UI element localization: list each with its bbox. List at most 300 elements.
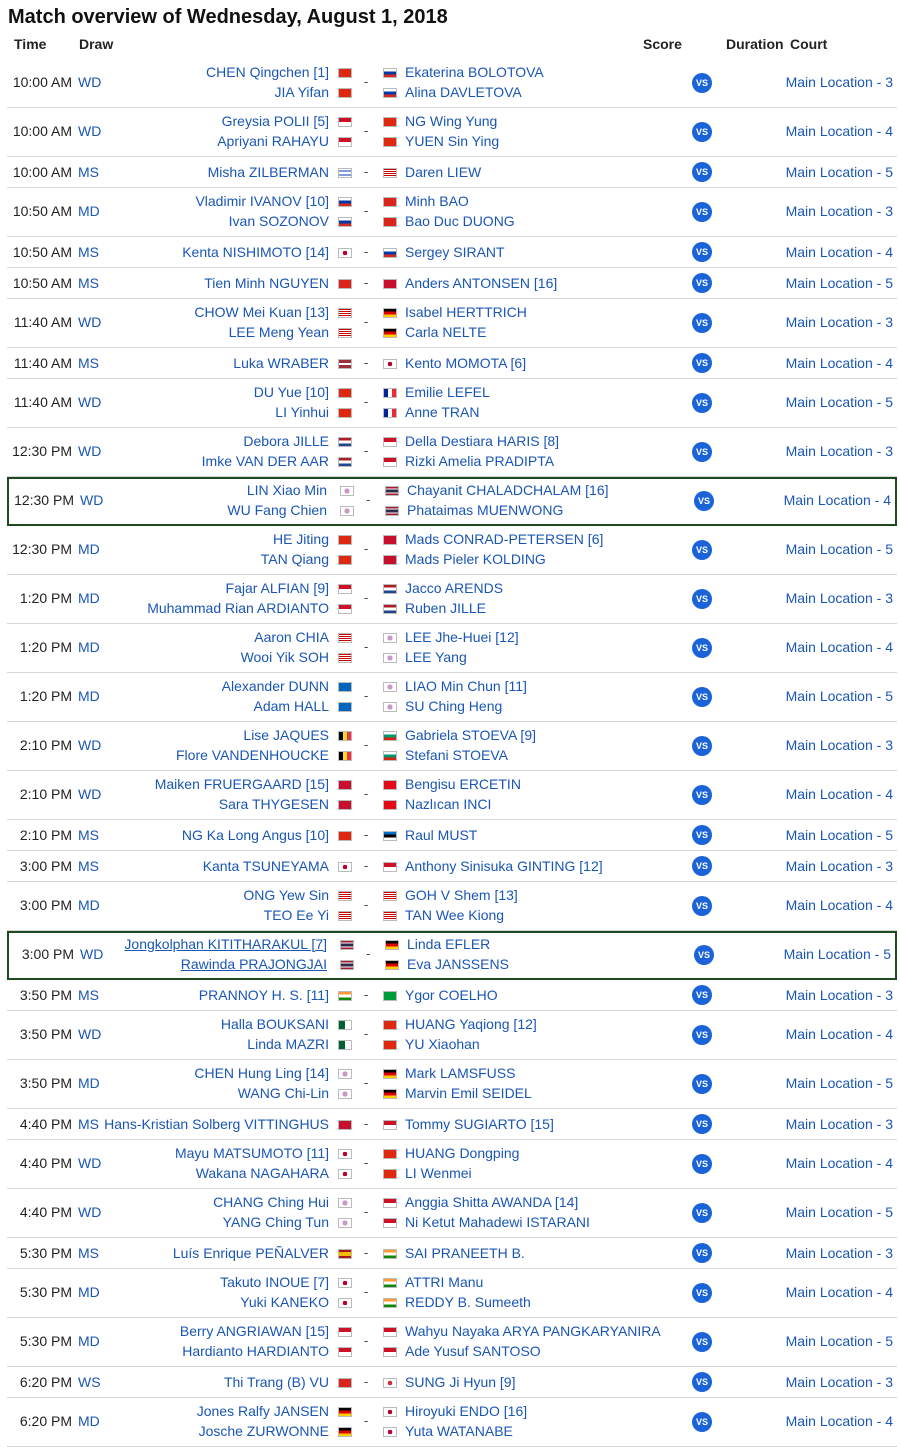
- country-flag-icon: [383, 1120, 397, 1130]
- country-flag-icon: [338, 1407, 352, 1417]
- player-link[interactable]: Anthony Sinisuka GINTING [12]: [405, 858, 603, 874]
- player-link[interactable]: Berry ANGRIAWAN [15]: [179, 1323, 329, 1339]
- match-row[interactable]: [7, 157, 897, 188]
- country-flag-icon: [338, 1069, 352, 1079]
- country-flag-icon: [340, 506, 354, 516]
- match-row[interactable]: [7, 1367, 897, 1398]
- player-link[interactable]: Hans-Kristian Solberg VITTINGHUS: [104, 1116, 329, 1132]
- court-link[interactable]: Main Location - 3: [785, 74, 893, 90]
- match-row[interactable]: [7, 1238, 897, 1269]
- vs-icon[interactable]: VS: [692, 242, 712, 262]
- country-flag-icon: [385, 506, 399, 516]
- player-link[interactable]: Halla BOUKSANI: [220, 1016, 329, 1032]
- country-flag-icon: [383, 1040, 397, 1050]
- draw-link[interactable]: MD: [78, 1284, 100, 1300]
- player-link[interactable]: Ni Ketut Mahadewi ISTARANI: [405, 1214, 590, 1230]
- match-row[interactable]: [7, 722, 897, 771]
- draw-link[interactable]: MS: [78, 827, 99, 843]
- country-flag-icon: [383, 328, 397, 338]
- draw-link[interactable]: MS: [78, 244, 99, 260]
- court-link[interactable]: Main Location - 4: [783, 492, 891, 508]
- versus-dash: -: [364, 203, 369, 218]
- player-link[interactable]: Wooi Yik SOH: [240, 649, 329, 665]
- court-link[interactable]: Main Location - 5: [785, 827, 893, 843]
- vs-icon[interactable]: VS: [692, 985, 712, 1005]
- court-link[interactable]: Main Location - 3: [785, 1245, 893, 1261]
- player-link[interactable]: Nazlıcan INCI: [405, 796, 492, 812]
- match-row[interactable]: [7, 237, 897, 268]
- vs-icon[interactable]: VS: [692, 1203, 712, 1223]
- country-flag-icon: [338, 1327, 352, 1337]
- match-time: 5:30 PM: [19, 1333, 72, 1349]
- vs-icon[interactable]: VS: [692, 856, 712, 876]
- vs-icon[interactable]: VS: [692, 1074, 712, 1094]
- match-row[interactable]: [7, 348, 897, 379]
- vs-icon[interactable]: VS: [692, 162, 712, 182]
- draw-link[interactable]: MD: [78, 1075, 100, 1091]
- player-link[interactable]: Raul MUST: [405, 827, 478, 843]
- court-link[interactable]: Main Location - 4: [785, 1155, 893, 1171]
- player-link[interactable]: SAI PRANEETH B.: [405, 1245, 525, 1261]
- country-flag-icon: [338, 1298, 352, 1308]
- country-flag-icon: [340, 940, 354, 950]
- versus-dash: -: [364, 394, 369, 409]
- country-flag-icon: [383, 653, 397, 663]
- country-flag-icon: [383, 248, 397, 258]
- player-link[interactable]: YUEN Sin Ying: [405, 133, 500, 149]
- draw-link[interactable]: MD: [78, 1333, 100, 1349]
- draw-link[interactable]: MS: [78, 858, 99, 874]
- match-row[interactable]: [7, 624, 897, 673]
- match-row[interactable]: [7, 882, 897, 931]
- vs-icon[interactable]: VS: [692, 1412, 712, 1432]
- match-row[interactable]: [7, 673, 897, 722]
- vs-icon[interactable]: VS: [692, 73, 712, 93]
- match-row[interactable]: [7, 268, 897, 299]
- match-time: 5:30 PM: [19, 1245, 72, 1261]
- country-flag-icon: [338, 780, 352, 790]
- country-flag-icon: [338, 1249, 352, 1259]
- country-flag-icon: [383, 831, 397, 841]
- vs-icon[interactable]: VS: [692, 638, 712, 658]
- country-flag-icon: [338, 1347, 352, 1357]
- draw-link[interactable]: WD: [80, 946, 104, 962]
- vs-icon[interactable]: VS: [692, 202, 712, 222]
- player-link[interactable]: Ygor COELHO: [405, 987, 498, 1003]
- player-link[interactable]: Maiken FRUERGAARD [15]: [154, 776, 329, 792]
- court-link[interactable]: Main Location - 3: [785, 590, 893, 606]
- match-row[interactable]: [7, 1140, 897, 1189]
- court-link[interactable]: Main Location - 5: [785, 1204, 893, 1220]
- draw-link[interactable]: WD: [78, 1026, 102, 1042]
- versus-dash: -: [364, 1116, 369, 1131]
- player-link[interactable]: DU Yue [10]: [253, 384, 329, 400]
- vs-icon[interactable]: VS: [692, 1114, 712, 1134]
- player-link[interactable]: HUANG Yaqiong [12]: [405, 1016, 537, 1032]
- court-link[interactable]: Main Location - 5: [785, 164, 893, 180]
- player-link[interactable]: YANG Ching Tun: [222, 1214, 329, 1230]
- player-link[interactable]: Marvin Emil SEIDEL: [405, 1085, 532, 1101]
- match-row[interactable]: [7, 299, 897, 348]
- vs-icon[interactable]: VS: [692, 736, 712, 756]
- match-list: [7, 59, 897, 1447]
- versus-dash: -: [364, 1204, 369, 1219]
- player-link[interactable]: TAN Wee Kiong: [405, 907, 505, 923]
- country-flag-icon: [383, 457, 397, 467]
- draw-link[interactable]: MD: [78, 1413, 100, 1429]
- versus-dash: -: [364, 443, 369, 458]
- player-link[interactable]: NG Ka Long Angus [10]: [181, 827, 329, 843]
- player-link[interactable]: CHOW Mei Kuan [13]: [194, 304, 329, 320]
- player-link[interactable]: Imke VAN DER AAR: [201, 453, 329, 469]
- country-flag-icon: [340, 960, 354, 970]
- player-link[interactable]: Jacco ARENDS: [405, 580, 504, 596]
- vs-icon[interactable]: VS: [692, 393, 712, 413]
- player-link[interactable]: Lise JAQUES: [243, 727, 329, 743]
- court-link[interactable]: Main Location - 5: [785, 688, 893, 704]
- match-row[interactable]: [7, 1189, 897, 1238]
- header-duration: Duration: [726, 36, 784, 52]
- match-row[interactable]: [7, 1398, 897, 1447]
- player-link[interactable]: Linda MAZRI: [247, 1036, 329, 1052]
- player-link[interactable]: Yuta WATANABE: [405, 1423, 513, 1439]
- player-link[interactable]: Greysia POLII [5]: [221, 113, 329, 129]
- draw-link[interactable]: MD: [78, 639, 100, 655]
- player-link[interactable]: Rizki Amelia PRADIPTA: [405, 453, 555, 469]
- player-link[interactable]: Ruben JILLE: [405, 600, 486, 616]
- country-flag-icon: [383, 217, 397, 227]
- player-link[interactable]: Jongkolphan KITITHARAKUL [7]: [124, 936, 327, 952]
- court-link[interactable]: Main Location - 5: [783, 946, 891, 962]
- player-link[interactable]: LIN Xiao Min: [246, 482, 327, 498]
- court-link[interactable]: Main Location - 4: [785, 1284, 893, 1300]
- player-link[interactable]: Wakana NAGAHARA: [195, 1165, 329, 1181]
- court-link[interactable]: Main Location - 3: [785, 203, 893, 219]
- country-flag-icon: [338, 248, 352, 258]
- player-link[interactable]: Chayanit CHALADCHALAM [16]: [407, 482, 609, 498]
- vs-icon[interactable]: VS: [692, 1025, 712, 1045]
- versus-dash: -: [364, 1284, 369, 1299]
- draw-link[interactable]: WD: [78, 314, 102, 330]
- player-link[interactable]: Linda EFLER: [407, 936, 491, 952]
- vs-icon[interactable]: VS: [692, 1372, 712, 1392]
- player-link[interactable]: Stefani STOEVA: [405, 747, 508, 763]
- player-link[interactable]: Anggia Shitta AWANDA [14]: [405, 1194, 579, 1210]
- player-link[interactable]: Luka WRABER: [233, 355, 329, 371]
- player-link[interactable]: Anders ANTONSEN [16]: [405, 275, 558, 291]
- player-link[interactable]: Minh BAO: [405, 193, 469, 209]
- player-link[interactable]: Yuki KANEKO: [240, 1294, 329, 1310]
- player-link[interactable]: Eva JANSSENS: [407, 956, 509, 972]
- versus-dash: -: [364, 639, 369, 654]
- draw-link[interactable]: MS: [78, 1116, 99, 1132]
- player-link[interactable]: Tommy SUGIARTO [15]: [405, 1116, 554, 1132]
- court-link[interactable]: Main Location - 3: [785, 737, 893, 753]
- court-link[interactable]: Main Location - 3: [785, 1374, 893, 1390]
- player-link[interactable]: Wahyu Nayaka ARYA PANGKARYANIRA: [405, 1323, 661, 1339]
- player-link[interactable]: YU Xiaohan: [405, 1036, 480, 1052]
- player-link[interactable]: Kenta NISHIMOTO [14]: [182, 244, 329, 260]
- vs-icon[interactable]: VS: [692, 122, 712, 142]
- player-link[interactable]: Hardianto HARDIANTO: [182, 1343, 329, 1359]
- player-link[interactable]: Josche ZURWONNE: [198, 1423, 329, 1439]
- draw-link[interactable]: MD: [78, 688, 100, 704]
- player-link[interactable]: LEE Meng Yean: [228, 324, 329, 340]
- player-link[interactable]: Alexander DUNN: [221, 678, 329, 694]
- draw-link[interactable]: MS: [78, 164, 99, 180]
- country-flag-icon: [385, 486, 399, 496]
- court-link[interactable]: Main Location - 5: [785, 275, 893, 291]
- country-flag-icon: [383, 891, 397, 901]
- vs-icon[interactable]: VS: [692, 1283, 712, 1303]
- country-flag-icon: [383, 584, 397, 594]
- country-flag-icon: [383, 780, 397, 790]
- country-flag-icon: [383, 388, 397, 398]
- player-link[interactable]: Carla NELTE: [405, 324, 487, 340]
- player-link[interactable]: Daren LIEW: [405, 164, 482, 180]
- draw-link[interactable]: WD: [78, 1155, 102, 1171]
- vs-icon[interactable]: VS: [692, 353, 712, 373]
- vs-icon[interactable]: VS: [692, 1154, 712, 1174]
- vs-icon[interactable]: VS: [692, 273, 712, 293]
- match-row[interactable]: [7, 1011, 897, 1060]
- country-flag-icon: [338, 682, 352, 692]
- player-link[interactable]: TAN Qiang: [260, 551, 329, 567]
- player-link[interactable]: Adam HALL: [253, 698, 329, 714]
- vs-icon[interactable]: VS: [692, 687, 712, 707]
- court-link[interactable]: Main Location - 3: [785, 987, 893, 1003]
- vs-icon[interactable]: VS: [692, 825, 712, 845]
- country-flag-icon: [338, 891, 352, 901]
- player-link[interactable]: Flore VANDENHOUCKE: [176, 747, 329, 763]
- match-time: 1:20 PM: [19, 688, 72, 704]
- player-link[interactable]: LIAO Min Chun [11]: [405, 678, 527, 694]
- versus-dash: -: [364, 164, 369, 179]
- versus-dash: -: [364, 244, 369, 259]
- player-link[interactable]: Anne TRAN: [405, 404, 480, 420]
- vs-icon[interactable]: VS: [692, 1332, 712, 1352]
- country-flag-icon: [383, 751, 397, 761]
- player-link[interactable]: Hiroyuki ENDO [16]: [405, 1403, 528, 1419]
- vs-icon[interactable]: VS: [692, 442, 712, 462]
- player-link[interactable]: Takuto INOUE [7]: [220, 1274, 329, 1290]
- player-link[interactable]: Alina DAVLETOVA: [405, 84, 522, 100]
- draw-link[interactable]: WD: [78, 786, 102, 802]
- vs-icon[interactable]: VS: [692, 896, 712, 916]
- draw-link[interactable]: MS: [78, 987, 99, 1003]
- player-link[interactable]: CHANG Ching Hui: [213, 1194, 329, 1210]
- player-link[interactable]: TEO Ee Yi: [263, 907, 329, 923]
- court-link[interactable]: Main Location - 4: [785, 1026, 893, 1042]
- draw-link[interactable]: MD: [78, 203, 100, 219]
- player-link[interactable]: Sergey SIRANT: [405, 244, 505, 260]
- country-flag-icon: [338, 328, 352, 338]
- court-link[interactable]: Main Location - 5: [785, 1333, 893, 1349]
- player-link[interactable]: CHEN Qingchen [1]: [206, 64, 329, 80]
- player-link[interactable]: Ivan SOZONOV: [228, 213, 329, 229]
- country-flag-icon: [338, 197, 352, 207]
- draw-link[interactable]: WD: [78, 394, 102, 410]
- player-link[interactable]: Della Destiara HARIS [8]: [405, 433, 560, 449]
- player-link[interactable]: Sara THYGESEN: [218, 796, 329, 812]
- player-link[interactable]: Tien Minh NGUYEN: [204, 275, 329, 291]
- player-link[interactable]: CHEN Hung Ling [14]: [194, 1065, 329, 1081]
- player-link[interactable]: Debora JILLE: [243, 433, 329, 449]
- player-link[interactable]: Rawinda PRAJONGJAI: [180, 956, 327, 972]
- player-link[interactable]: Kanta TSUNEYAMA: [202, 858, 329, 874]
- player-link[interactable]: Vladimir IVANOV [10]: [195, 193, 329, 209]
- player-link[interactable]: Emilie LEFEL: [405, 384, 490, 400]
- match-row[interactable]: [7, 1060, 897, 1109]
- versus-dash: -: [364, 1155, 369, 1170]
- match-time: 2:10 PM: [19, 786, 72, 802]
- draw-link[interactable]: MS: [78, 275, 99, 291]
- match-time: 10:50 AM: [12, 203, 72, 219]
- country-flag-icon: [338, 731, 352, 741]
- match-row[interactable]: [7, 108, 897, 157]
- player-link[interactable]: Ade Yusuf SANTOSO: [405, 1343, 541, 1359]
- player-link[interactable]: JIA Yifan: [274, 84, 329, 100]
- country-flag-icon: [383, 1347, 397, 1357]
- player-link[interactable]: ATTRI Manu: [405, 1274, 484, 1290]
- player-link[interactable]: Gabriela STOEVA [9]: [405, 727, 536, 743]
- draw-link[interactable]: MD: [78, 541, 100, 557]
- match-row[interactable]: [7, 1109, 897, 1140]
- match-row[interactable]: [7, 931, 897, 980]
- player-link[interactable]: Jones Ralfy JANSEN: [196, 1403, 329, 1419]
- player-link[interactable]: Bengisu ERCETIN: [405, 776, 521, 792]
- country-flag-icon: [383, 1069, 397, 1079]
- player-link[interactable]: Fajar ALFIAN [9]: [225, 580, 329, 596]
- court-link[interactable]: Main Location - 4: [785, 639, 893, 655]
- vs-icon[interactable]: VS: [692, 785, 712, 805]
- match-row[interactable]: [7, 1318, 897, 1367]
- player-link[interactable]: NG Wing Yung: [405, 113, 498, 129]
- court-link[interactable]: Main Location - 4: [785, 123, 893, 139]
- player-link[interactable]: Mark LAMSFUSS: [405, 1065, 516, 1081]
- match-time: 11:40 AM: [13, 355, 72, 371]
- match-row[interactable]: [7, 379, 897, 428]
- court-link[interactable]: Main Location - 4: [785, 1413, 893, 1429]
- match-row[interactable]: [7, 851, 897, 882]
- player-link[interactable]: HE Jiting: [272, 531, 329, 547]
- player-link[interactable]: Ekaterina BOLOTOVA: [405, 64, 544, 80]
- court-link[interactable]: Main Location - 3: [785, 858, 893, 874]
- court-link[interactable]: Main Location - 3: [785, 314, 893, 330]
- vs-icon[interactable]: VS: [692, 589, 712, 609]
- player-link[interactable]: WANG Chi-Lin: [237, 1085, 329, 1101]
- player-link[interactable]: ONG Yew Sin: [243, 887, 329, 903]
- match-time: 1:20 PM: [19, 639, 72, 655]
- player-link[interactable]: SU Ching Heng: [405, 698, 503, 714]
- player-link[interactable]: LEE Yang: [405, 649, 467, 665]
- draw-link[interactable]: WD: [78, 1204, 102, 1220]
- player-link[interactable]: Misha ZILBERMAN: [207, 164, 329, 180]
- match-time: 10:50 AM: [12, 275, 72, 291]
- match-row[interactable]: [7, 980, 897, 1011]
- match-row[interactable]: [7, 59, 897, 108]
- player-link[interactable]: Kento MOMOTA [6]: [405, 355, 527, 371]
- match-row[interactable]: [7, 820, 897, 851]
- match-time: 10:00 AM: [12, 123, 72, 139]
- match-time: 12:30 PM: [14, 492, 74, 508]
- player-link[interactable]: LI Wenmei: [405, 1165, 472, 1181]
- draw-link[interactable]: MS: [78, 1245, 99, 1261]
- vs-icon[interactable]: VS: [694, 945, 714, 965]
- draw-link[interactable]: MD: [78, 897, 100, 913]
- player-link[interactable]: PRANNOY H. S. [11]: [198, 987, 329, 1003]
- vs-icon[interactable]: VS: [692, 540, 712, 560]
- country-flag-icon: [383, 702, 397, 712]
- match-row[interactable]: [7, 477, 897, 526]
- player-link[interactable]: SUNG Ji Hyun [9]: [405, 1374, 516, 1390]
- court-link[interactable]: Main Location - 4: [785, 897, 893, 913]
- versus-dash: -: [364, 1413, 369, 1428]
- player-link[interactable]: Bao Duc DUONG: [405, 213, 515, 229]
- court-link[interactable]: Main Location - 4: [785, 244, 893, 260]
- player-link[interactable]: Apriyani RAHAYU: [217, 133, 329, 149]
- country-flag-icon: [383, 408, 397, 418]
- court-link[interactable]: Main Location - 5: [785, 394, 893, 410]
- match-row[interactable]: [7, 1269, 897, 1318]
- court-link[interactable]: Main Location - 5: [785, 1075, 893, 1091]
- vs-icon[interactable]: VS: [692, 313, 712, 333]
- player-link[interactable]: Phataimas MUENWONG: [407, 502, 564, 518]
- court-link[interactable]: Main Location - 3: [785, 443, 893, 459]
- draw-link[interactable]: WD: [80, 492, 104, 508]
- player-link[interactable]: Luís Enrique PEÑALVER: [172, 1245, 329, 1261]
- country-flag-icon: [338, 911, 352, 921]
- match-row[interactable]: [7, 428, 897, 477]
- draw-link[interactable]: WD: [78, 74, 102, 90]
- court-link[interactable]: Main Location - 3: [785, 1116, 893, 1132]
- player-link[interactable]: Mads CONRAD-PETERSEN [6]: [405, 531, 604, 547]
- player-link[interactable]: Isabel HERTTRICH: [405, 304, 527, 320]
- draw-link[interactable]: WS: [78, 1374, 101, 1390]
- match-row[interactable]: [7, 188, 897, 237]
- player-link[interactable]: Mayu MATSUMOTO [11]: [174, 1145, 329, 1161]
- player-link[interactable]: Thi Trang (B) VU: [223, 1374, 329, 1390]
- vs-icon[interactable]: VS: [692, 1243, 712, 1263]
- player-link[interactable]: LEE Jhe-Huei [12]: [405, 629, 519, 645]
- player-link[interactable]: REDDY B. Sumeeth: [405, 1294, 531, 1310]
- country-flag-icon: [338, 168, 352, 178]
- player-link[interactable]: WU Fang Chien: [227, 502, 327, 518]
- country-flag-icon: [338, 800, 352, 810]
- draw-link[interactable]: WD: [78, 443, 102, 459]
- court-link[interactable]: Main Location - 5: [785, 541, 893, 557]
- country-flag-icon: [383, 862, 397, 872]
- country-flag-icon: [338, 1378, 352, 1388]
- player-link[interactable]: HUANG Dongping: [405, 1145, 520, 1161]
- match-row[interactable]: [7, 771, 897, 820]
- court-link[interactable]: Main Location - 4: [785, 355, 893, 371]
- match-row[interactable]: [7, 526, 897, 575]
- player-link[interactable]: Mads Pieler KOLDING: [405, 551, 546, 567]
- vs-icon[interactable]: VS: [694, 491, 714, 511]
- draw-link[interactable]: MD: [78, 590, 100, 606]
- player-link[interactable]: LI Yinhui: [275, 404, 329, 420]
- match-row[interactable]: [7, 575, 897, 624]
- draw-link[interactable]: WD: [78, 737, 102, 753]
- player-link[interactable]: Muhammad Rian ARDIANTO: [147, 600, 329, 616]
- player-link[interactable]: Aaron CHIA: [254, 629, 329, 645]
- country-flag-icon: [338, 1120, 352, 1130]
- draw-link[interactable]: MS: [78, 355, 99, 371]
- draw-link[interactable]: WD: [78, 123, 102, 139]
- player-link[interactable]: GOH V Shem [13]: [405, 887, 518, 903]
- court-link[interactable]: Main Location - 4: [785, 786, 893, 802]
